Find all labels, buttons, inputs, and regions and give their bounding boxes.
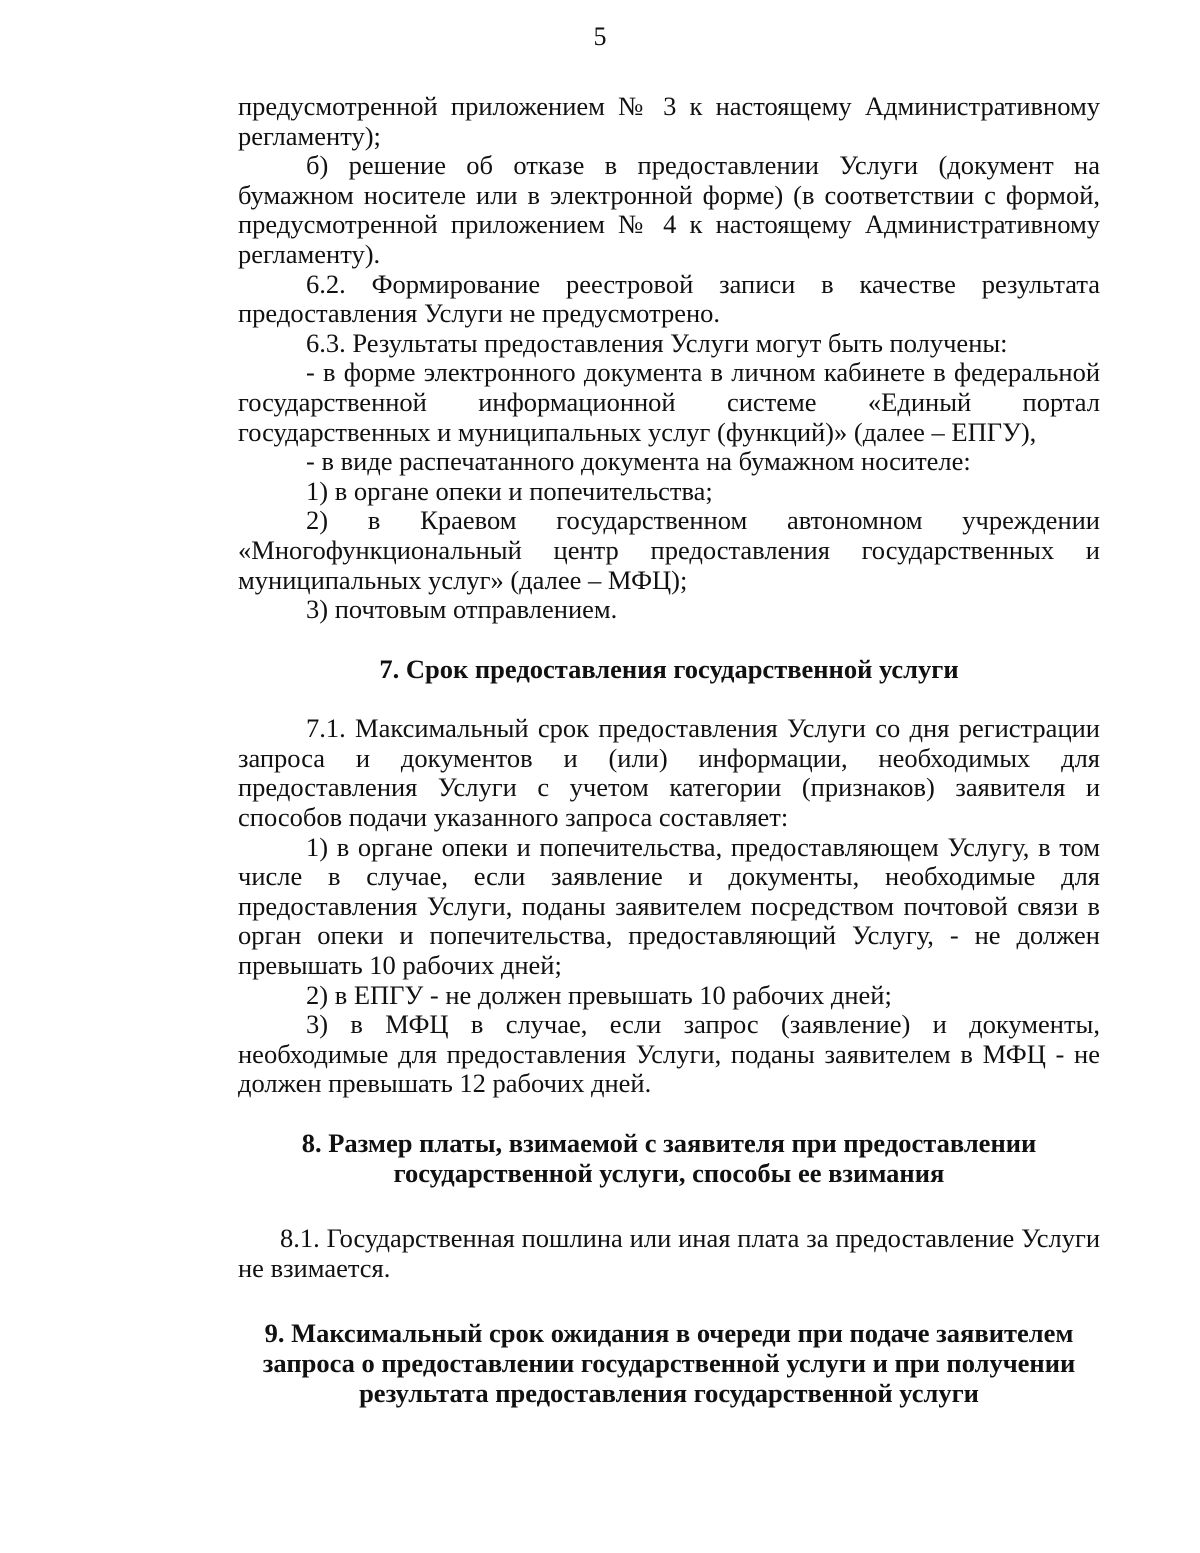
paragraph: 6.3. Результаты предоставления Услуги могут быть получены: [306, 327, 1008, 358]
paragraph: 7.1. Максимальный срок предоставления Услуги со дня регистрации запроса и документов и (или) информации, необходимых для предоставления Услуги с учетом категории (признаков) заявителя и способов подачи указанного запроса составляет: [238, 713, 1100, 833]
paragraph: предусмотренной приложением № 3 к настоящему Административному регламенту); [238, 91, 1100, 151]
paragraph: 3) почтовым отправлением. [306, 594, 618, 625]
paragraph: - в виде распечатанного документа на бумажном носителе: [306, 446, 971, 477]
section-7-heading: 7. Срок предоставления государственной услуги [379, 653, 959, 684]
paragraph: б) решение об отказе в предоставлении Услуги (документ на бумажном носителе или в электронной форме) (в соответствии с формой, предусмотренной приложением № 4 к настоящему Административному регламенту). [238, 150, 1100, 269]
paragraph: 6.2. Формирование реестровой записи в качестве результата предоставления Услуги не предусмотрено. [238, 268, 1100, 329]
page-number: 5 [593, 22, 607, 51]
paragraph: 1) в органе опеки и попечительства; [306, 475, 713, 506]
section-8-heading-line: 8. Размер платы, взимаемой с заявителя при предоставлении [301, 1128, 1037, 1158]
section-9-heading-line: запроса о предоставлении государственной услуги и при получении [262, 1347, 1076, 1378]
paragraph: - в форме электронного документа в личном кабинете в федеральной государственной информационной системе «Единый портал государственных и муниципальных услуг (функций)» (далее – ЕПГУ), [238, 357, 1100, 447]
section-9-heading [238, 1319, 1100, 1408]
section-9-heading-line: 9. Максимальный срок ожидания в очереди при подаче заявителем [264, 1318, 1074, 1349]
paragraph: 1) в органе опеки и попечительства, предоставляющем Услугу, в том числе в случае, если заявление и документы, необходимые для предоставления Услуги, поданы заявителем посредством почтовой связи в орган опеки и попечительства, предоставляющий Услугу, - не должен превышать 10 рабочих дней; [238, 831, 1100, 981]
document-body [238, 92, 1100, 1408]
section-8-heading-line: государственной услуги, способы ее взимания [393, 1157, 945, 1188]
section-9-heading-line: результата предоставления государственной услуги [359, 1377, 979, 1408]
section-8-heading [238, 1129, 1100, 1188]
paragraph: 8.1. Государственная пошлина или иная плата за предоставление Услуги не взимается. [238, 1223, 1100, 1283]
paragraph: 3) в МФЦ в случае, если запрос (заявление) и документы, необходимые для предоставления Услуги, поданы заявителем в МФЦ - не должен превышать 12 рабочих дней. [238, 1009, 1100, 1099]
paragraph: 2) в Краевом государственном автономном учреждении «Многофункциональный центр предоставления государственных и муниципальных услуг» (далее – МФЦ); [238, 505, 1100, 595]
paragraph: 2) в ЕПГУ - не должен превышать 10 рабочих дней; [306, 979, 892, 1010]
